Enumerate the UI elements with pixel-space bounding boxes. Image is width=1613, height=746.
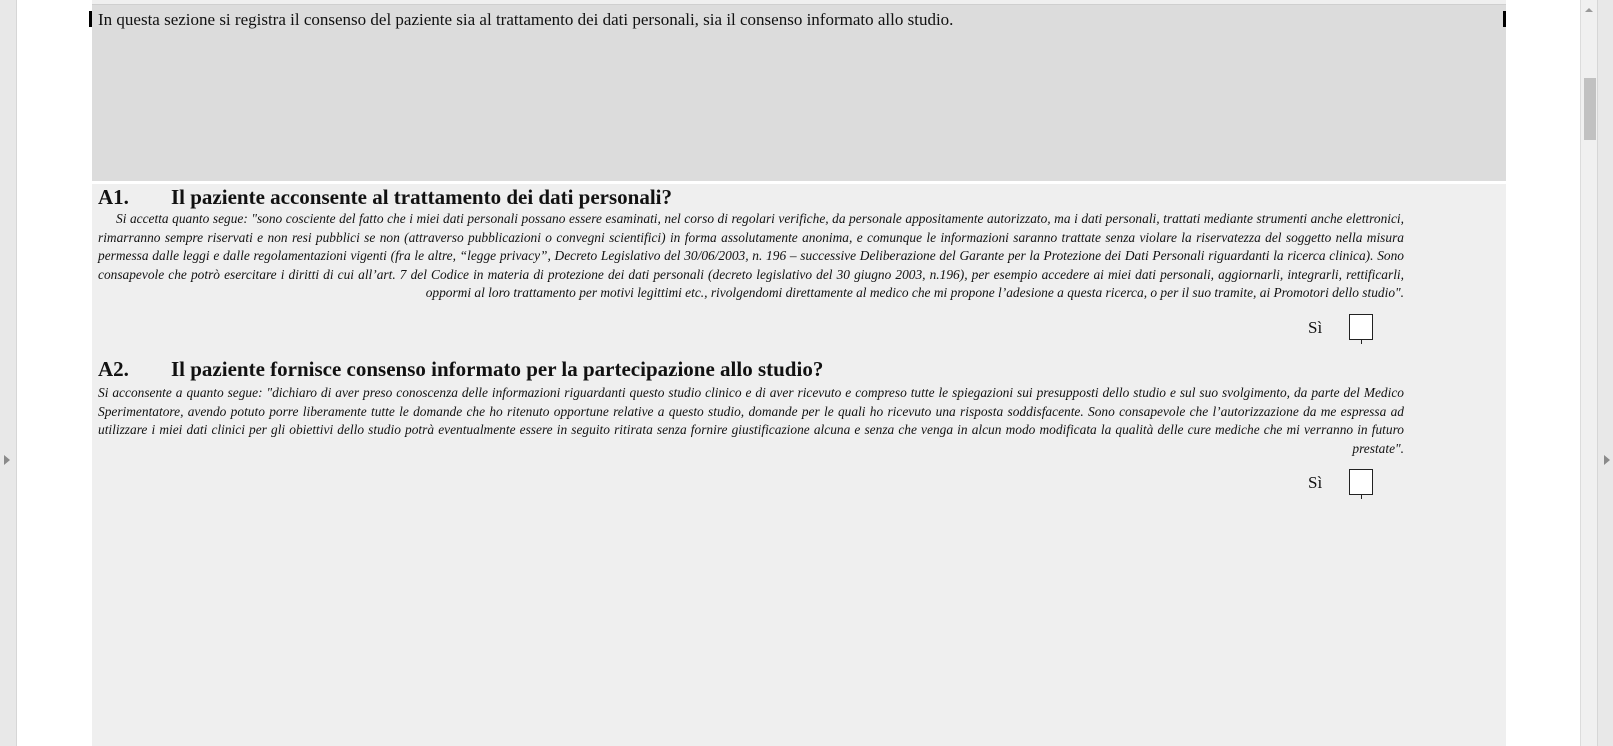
scroll-up-arrow-icon[interactable]	[1585, 8, 1593, 12]
question-a1-heading	[98, 185, 672, 210]
scrollbar-thumb[interactable]	[1584, 78, 1596, 140]
section-marker-left	[89, 11, 92, 27]
intro-section	[92, 4, 1506, 184]
section-marker-right	[1503, 11, 1506, 27]
question-a1-consent-text: Si accetta quanto segue: "sono cosciente del fatto che i miei dati personali possano essere esaminati, nel corso di regolari verifiche, da personale appositamente autorizzato, ma i dati personali, trattati mediante strumenti anche elettronici, rimarranno sempre riservati e non resi pubblici se non (attraverso pubblicazioni o convegni scientifici) in forma assolutamente anonima, e comunque le informazioni saranno trattate senza violare la riservatezza del soggetto nella misura permessa dalle leggi e dalle regolamentazioni vigenti (fra le altre, “legge privacy”, Decreto Legislativo del 30/06/2003, n. 196 – successive Deliberazione del Garante per la Protezione dei Dati Personali riguardanti la ricerca clinica). Sono consapevole che potrò esercitare i diritti di cui all’art. 7 del Codice in materia di protezione dei dati personali (decreto legislativo del 30 giugno 2003, n.196), per esempio accedere ai miei dati personali, aggiornarli, integrarli, rettificarli, oppormi al loro trattamento per motivi legittimi etc., rivolgendomi direttamente al medico che mi propone l’adesione a questa ricerca, o per il suo tramite, ai Promotori dello studio".	[98, 211, 1404, 301]
question-a2-yes-checkbox[interactable]	[1349, 469, 1373, 495]
question-a2-title: Il paziente fornisce consenso informato per la partecipazione allo studio?	[171, 357, 824, 381]
expand-left-arrow-icon[interactable]	[4, 455, 10, 465]
question-a1-yes-checkbox[interactable]	[1349, 314, 1373, 340]
question-a1-yes-label: Sì	[1308, 318, 1323, 337]
checkbox-tick-mark	[1361, 339, 1362, 344]
question-a2-yes-label: Sì	[1308, 473, 1323, 492]
intro-text: In questa sezione si registra il consenso del paziente sia al trattamento dei dati personali, sia il consenso informato allo studio.	[98, 10, 954, 29]
checkbox-tick-mark	[1361, 494, 1362, 499]
left-gutter	[0, 0, 17, 746]
question-a2-number: A2.	[98, 357, 129, 381]
document-page	[92, 0, 1506, 746]
question-a2-consent-text: Si acconsente a quanto segue: "dichiaro di aver preso conoscenza delle informazioni riguardanti questo studio clinico e di aver ricevuto e compreso tutte le spiegazioni sui presupposti dello studio e sul suo svolgimento, da parte del Medico Sperimentatore, avendo potuto porre liberamente tutte le domande che ho ritenuto opportune relative a questo studio, domande per le quali ho ricevuto una risposta soddisfacente. Sono consapevole che l’autorizzazione da me espressa ad utilizzare i miei dati clinici per gli obiettivi dello studio potrà eventualmente essere in seguito ritirata senza fornire giustificazione alcuna e senza che venga in alcun modo modificata la qualità delle cure mediche che mi verranno in futuro prestate".	[98, 385, 1404, 456]
vertical-scrollbar[interactable]	[1580, 0, 1598, 746]
question-a1-title: Il paziente acconsente al trattamento dei dati personali?	[171, 185, 673, 209]
expand-right-arrow-icon[interactable]	[1604, 455, 1610, 465]
question-a2-heading	[98, 357, 823, 382]
right-gutter	[1597, 0, 1613, 746]
question-a1-number: A1.	[98, 185, 129, 209]
